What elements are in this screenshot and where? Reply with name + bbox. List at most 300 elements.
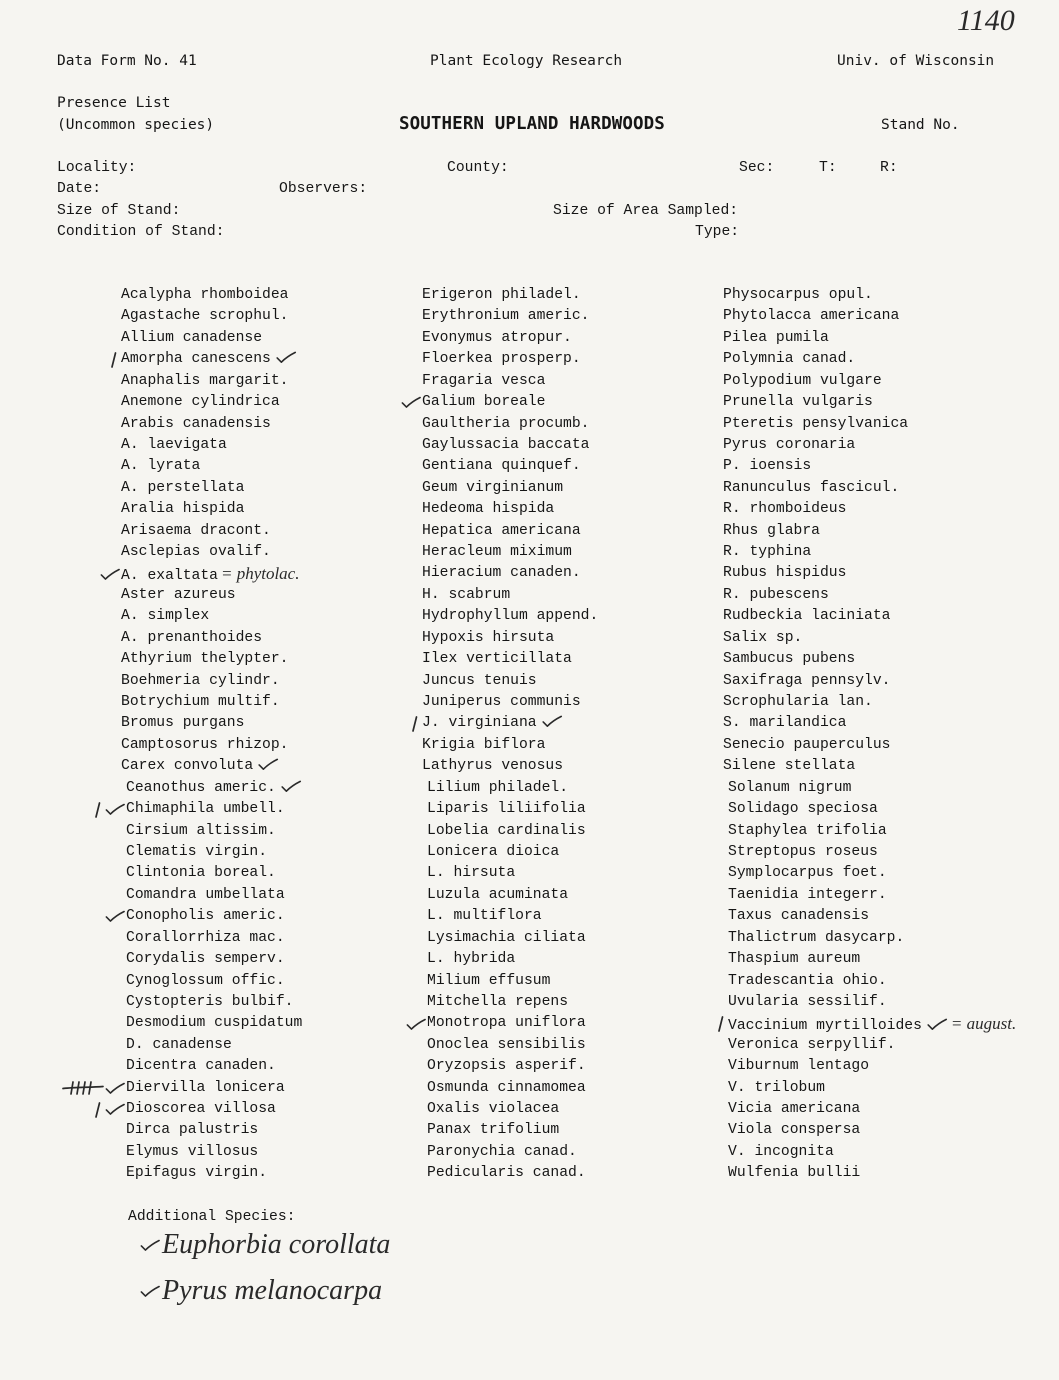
species-name: Taenidia integerr.: [728, 886, 887, 903]
species-name: Gaultheria procumb.: [422, 415, 590, 432]
species-name: Conopholis americ.: [126, 908, 285, 925]
handwritten-species-name: Euphorbia corollata: [162, 1229, 391, 1260]
species-row: [422, 713, 598, 734]
species-row: [422, 585, 598, 606]
species-row: [121, 414, 302, 435]
section-label: Sec:: [739, 160, 775, 176]
species-name: Prunella vulgaris: [723, 394, 873, 411]
species-name: D. canadense: [126, 1036, 232, 1053]
species-row: [723, 328, 1016, 349]
species-name: Elymus villosus: [126, 1143, 259, 1160]
species-row: [427, 971, 598, 992]
institution-name: Univ. of Wisconsin: [837, 53, 995, 69]
species-row: [728, 1035, 1016, 1056]
species-name: Vicia americana: [728, 1101, 861, 1118]
species-row: [427, 863, 598, 884]
species-name: Panax trifolium: [427, 1122, 560, 1139]
species-row: [728, 821, 1016, 842]
species-row: [728, 1099, 1016, 1120]
species-row: [723, 563, 1016, 584]
species-name: Juniperus communis: [422, 694, 581, 711]
pre-marks: [100, 563, 121, 584]
species-name: Agastache scrophul.: [121, 308, 289, 325]
species-name: Wulfenia bullii: [728, 1165, 861, 1182]
species-row: [422, 542, 598, 563]
species-row: [723, 606, 1016, 627]
species-row: [427, 885, 598, 906]
species-name: Phytolacca americana: [723, 308, 900, 325]
species-row: [427, 906, 598, 927]
species-row: [422, 456, 598, 477]
species-column-c: [723, 285, 1016, 1185]
species-row: [422, 414, 598, 435]
species-row: [126, 1013, 302, 1034]
species-name: Ranunculus fascicul.: [723, 479, 900, 496]
species-name: Epifagus virgin.: [126, 1165, 268, 1182]
handwritten-page-number: 1140: [957, 4, 1015, 37]
species-name: Juncus tenuis: [422, 672, 537, 689]
species-name: Camptosorus rhizop.: [121, 736, 289, 753]
species-row: [422, 521, 598, 542]
species-name: Milium effusum: [427, 972, 551, 989]
species-row: [126, 842, 302, 863]
species-name: Streptopus roseus: [728, 843, 878, 860]
species-row: [121, 735, 302, 756]
species-row: [723, 756, 1016, 777]
species-name: Saxifraga pennsylv.: [723, 672, 891, 689]
species-name: A. laevigata: [121, 436, 227, 453]
tally-mark-icon: [62, 1079, 104, 1097]
species-name: Rhus glabra: [723, 522, 820, 539]
check-mark-icon: [105, 803, 125, 816]
species-name: Salix sp.: [723, 629, 803, 646]
type-label: Type:: [695, 224, 740, 240]
species-name: Senecio pauperculus: [723, 736, 891, 753]
species-row: [728, 1120, 1016, 1141]
pre-marks: [716, 1013, 728, 1034]
check-mark-icon: [140, 1284, 160, 1299]
species-name: Amorpha canescens: [121, 351, 271, 368]
species-name: Arabis canadensis: [121, 415, 271, 432]
species-name: A. prenanthoides: [121, 629, 263, 646]
species-row: [728, 1078, 1016, 1099]
species-name: Hepatica americana: [422, 522, 581, 539]
species-name: Acalypha rhomboidea: [121, 287, 289, 303]
species-name: Solidago speciosa: [728, 801, 878, 818]
species-name: Arisaema dracont.: [121, 522, 271, 539]
species-name: Erythronium americ.: [422, 308, 590, 325]
pre-marks: [105, 906, 126, 927]
species-row: [427, 992, 598, 1013]
species-row: [121, 542, 302, 563]
species-row: [422, 649, 598, 670]
check-mark-icon: [105, 910, 125, 923]
species-row: [422, 628, 598, 649]
species-row: [126, 971, 302, 992]
species-row: [126, 1163, 302, 1184]
species-name: Pteretis pensylvanica: [723, 415, 909, 432]
species-name: Uvularia sessilif.: [728, 993, 887, 1010]
species-row: [723, 349, 1016, 370]
species-row: [427, 1142, 598, 1163]
species-name: A. perstellata: [121, 479, 245, 496]
pre-marks: [93, 799, 126, 820]
species-row: [422, 349, 598, 370]
species-row: [422, 392, 598, 413]
species-column-a: [121, 285, 302, 1185]
species-row: [121, 499, 302, 520]
additional-species-label: Additional Species:: [128, 1209, 296, 1225]
species-row: [728, 949, 1016, 970]
species-name: Polypodium vulgare: [723, 372, 882, 389]
species-name: Rudbeckia laciniata: [723, 608, 891, 625]
check-mark-icon: [275, 351, 297, 364]
species-row: [728, 778, 1016, 799]
species-name: R. pubescens: [723, 586, 829, 603]
species-row: [126, 1078, 302, 1099]
species-row: [121, 606, 302, 627]
species-row: [427, 1078, 598, 1099]
species-row: [121, 671, 302, 692]
species-name: A. exaltata: [121, 568, 218, 585]
species-row: [121, 713, 302, 734]
species-name: Clematis virgin.: [126, 843, 268, 860]
species-row: [728, 1013, 1016, 1034]
species-row: [121, 585, 302, 606]
species-row: [723, 542, 1016, 563]
species-name: Desmodium cuspidatum: [126, 1015, 303, 1032]
species-row: [422, 328, 598, 349]
species-row: [728, 863, 1016, 884]
species-name: A. lyrata: [121, 458, 201, 475]
species-name: H. scabrum: [422, 586, 511, 603]
species-name: Monotropa uniflora: [427, 1015, 586, 1032]
species-column-b: [422, 285, 598, 1185]
species-row: [121, 306, 302, 327]
species-name: Cynoglossum offic.: [126, 972, 285, 989]
species-name: Vaccinium myrtilloides: [728, 1018, 922, 1035]
species-row: [723, 671, 1016, 692]
species-name: Carex convoluta: [121, 758, 254, 775]
species-name: Aralia hispida: [121, 501, 245, 518]
species-name: L. multiflora: [427, 908, 542, 925]
species-row: [121, 563, 302, 584]
species-row: [728, 799, 1016, 820]
species-name: Aster azureus: [121, 586, 236, 603]
species-row: [126, 906, 302, 927]
species-row: [422, 306, 598, 327]
species-row: [723, 285, 1016, 306]
species-row: [427, 1013, 598, 1034]
species-name: Lathyrus venosus: [422, 758, 564, 775]
county-label: County:: [447, 160, 509, 176]
species-row: [126, 885, 302, 906]
species-row: [121, 349, 302, 370]
species-name: Cirsium altissim.: [126, 822, 276, 839]
species-row: [422, 371, 598, 392]
species-row: [121, 456, 302, 477]
species-name: Solanum nigrum: [728, 779, 852, 796]
species-row: [728, 928, 1016, 949]
species-name: Ceanothus americ.: [126, 779, 276, 796]
species-row: [427, 821, 598, 842]
species-name: R. rhomboideus: [723, 501, 847, 518]
species-name: J. virginiana: [422, 715, 537, 732]
species-name: Dicentra canaden.: [126, 1058, 276, 1075]
species-name: P. ioensis: [723, 458, 812, 475]
species-name: Geum virginianum: [422, 479, 564, 496]
species-name: Scrophularia lan.: [723, 694, 873, 711]
species-name: Hypoxis hirsuta: [422, 629, 555, 646]
pre-marks: [62, 1078, 126, 1099]
species-row: [723, 414, 1016, 435]
stand-number-label: Stand No.: [881, 117, 960, 133]
species-name: Comandra umbellata: [126, 886, 285, 903]
species-name: Paronychia canad.: [427, 1143, 577, 1160]
species-name: Dirca palustris: [126, 1122, 259, 1139]
species-name: Thalictrum dasycarp.: [728, 929, 905, 946]
tally-mark-icon: [716, 1015, 727, 1033]
species-name: Krigia biflora: [422, 736, 546, 753]
species-row: [723, 306, 1016, 327]
species-name: Lonicera dioica: [427, 843, 560, 860]
species-row: [427, 1099, 598, 1120]
check-mark-icon: [926, 1018, 948, 1031]
species-row: [121, 285, 302, 306]
species-row: [126, 799, 302, 820]
species-name: Cystopteris bulbif.: [126, 993, 294, 1010]
species-row: [728, 1056, 1016, 1077]
species-row: [427, 778, 598, 799]
additional-species-entry: [140, 1222, 390, 1268]
species-row: [723, 478, 1016, 499]
species-name: Corallorrhiza mac.: [126, 929, 285, 946]
species-row: [126, 949, 302, 970]
species-name: L. hirsuta: [427, 865, 516, 882]
species-name: Diervilla lonicera: [126, 1079, 285, 1096]
species-row: [728, 885, 1016, 906]
species-name: Veronica serpyllif.: [728, 1036, 896, 1053]
species-name: Staphylea trifolia: [728, 822, 887, 839]
species-row: [422, 606, 598, 627]
handwritten-note: = august.: [950, 1014, 1017, 1034]
species-row: [422, 563, 598, 584]
species-name: Clintonia boreal.: [126, 865, 276, 882]
list-subtitle: (Uncommon species): [57, 117, 215, 133]
species-row: [728, 1142, 1016, 1163]
tally-mark-icon: [109, 351, 120, 369]
species-row: [723, 735, 1016, 756]
species-row: [427, 1163, 598, 1184]
species-row: [121, 435, 302, 456]
species-row: [723, 392, 1016, 413]
species-name: Hydrophyllum append.: [422, 608, 599, 625]
species-name: Boehmeria cylindr.: [121, 672, 280, 689]
species-name: Viburnum lentago: [728, 1058, 870, 1075]
species-name: Oxalis violacea: [427, 1101, 560, 1118]
check-mark-icon: [541, 715, 563, 728]
species-row: [126, 821, 302, 842]
species-row: [121, 392, 302, 413]
species-row: [723, 456, 1016, 477]
locality-label: Locality:: [57, 160, 137, 176]
species-name: Gentiana quinquef.: [422, 458, 581, 475]
species-row: [121, 692, 302, 713]
species-row: [126, 928, 302, 949]
species-row: [121, 328, 302, 349]
species-row: [723, 649, 1016, 670]
species-name: Osmunda cinnamomea: [427, 1079, 586, 1096]
organization-name: Plant Ecology Research: [430, 53, 623, 69]
species-row: [723, 499, 1016, 520]
species-name: Liparis liliifolia: [427, 801, 586, 818]
check-mark-icon: [105, 1103, 125, 1116]
species-row: [422, 285, 598, 306]
additional-species-list: [140, 1222, 390, 1314]
species-row: [723, 692, 1016, 713]
observers-label: Observers:: [279, 181, 368, 197]
species-name: Dioscorea villosa: [126, 1101, 276, 1118]
check-mark-icon: [401, 396, 421, 409]
tally-mark-icon: [93, 801, 104, 819]
species-row: [126, 863, 302, 884]
species-name: Physocarpus opul.: [723, 287, 873, 303]
species-row: [121, 756, 302, 777]
species-name: Corydalis semperv.: [126, 951, 285, 968]
size-of-area-label: Size of Area Sampled:: [553, 203, 739, 219]
species-row: [427, 799, 598, 820]
species-name: Athyrium thelypter.: [121, 651, 289, 668]
species-name: Polymnia canad.: [723, 351, 856, 368]
species-row: [422, 671, 598, 692]
species-name: Silene stellata: [723, 758, 856, 775]
species-name: Floerkea prosperp.: [422, 351, 581, 368]
species-row: [121, 478, 302, 499]
species-name: V. trilobum: [728, 1079, 825, 1096]
check-mark-icon: [406, 1018, 426, 1031]
species-name: Gaylussacia baccata: [422, 436, 590, 453]
species-name: L. hybrida: [427, 951, 516, 968]
species-row: [427, 1120, 598, 1141]
species-name: V. incognita: [728, 1143, 834, 1160]
species-name: Onoclea sensibilis: [427, 1036, 586, 1053]
species-row: [728, 971, 1016, 992]
species-name: Hedeoma hispida: [422, 501, 555, 518]
pre-marks: [109, 349, 121, 370]
species-row: [121, 628, 302, 649]
check-mark-icon: [257, 758, 279, 771]
species-row: [422, 435, 598, 456]
species-name: Rubus hispidus: [723, 565, 847, 582]
species-row: [728, 1163, 1016, 1184]
species-name: Luzula acuminata: [427, 886, 569, 903]
list-title: Presence List: [57, 95, 171, 111]
species-name: Thaspium aureum: [728, 951, 861, 968]
species-name: Lysimachia ciliata: [427, 929, 586, 946]
pre-marks: [406, 1013, 427, 1034]
species-row: [422, 735, 598, 756]
species-name: Symplocarpus foet.: [728, 865, 887, 882]
species-row: [427, 928, 598, 949]
species-name: Viola conspersa: [728, 1122, 861, 1139]
species-name: Taxus canadensis: [728, 908, 870, 925]
species-row: [728, 906, 1016, 927]
check-mark-icon: [100, 568, 120, 581]
community-title: SOUTHERN UPLAND HARDWOODS: [399, 114, 665, 134]
species-name: Chimaphila umbell.: [126, 801, 285, 818]
species-row: [126, 1099, 302, 1120]
species-row: [422, 756, 598, 777]
species-row: [728, 842, 1016, 863]
species-row: [126, 1056, 302, 1077]
handwritten-species-name: Pyrus melanocarpa: [162, 1275, 383, 1306]
tally-mark-icon: [410, 715, 421, 733]
handwritten-note: = phytolac.: [220, 564, 300, 584]
species-name: Lilium philadel.: [427, 779, 569, 796]
check-mark-icon: [280, 780, 302, 793]
range-label: R:: [880, 160, 898, 176]
species-name: S. marilandica: [723, 715, 847, 732]
species-row: [723, 521, 1016, 542]
additional-species-entry: [140, 1268, 390, 1314]
species-name: Erigeron philadel.: [422, 287, 581, 303]
species-row: [427, 1035, 598, 1056]
species-name: Evonymus atropur.: [422, 329, 572, 346]
species-row: [126, 1142, 302, 1163]
pre-marks: [401, 392, 422, 413]
township-label: T:: [819, 160, 837, 176]
species-name: Galium boreale: [422, 394, 546, 411]
species-row: [121, 371, 302, 392]
species-row: [427, 949, 598, 970]
species-name: Heracleum miximum: [422, 544, 572, 561]
species-row: [422, 478, 598, 499]
species-name: Bromus purgans: [121, 715, 245, 732]
species-name: Tradescantia ohio.: [728, 972, 887, 989]
species-name: Ilex verticillata: [422, 651, 572, 668]
species-row: [728, 992, 1016, 1013]
species-row: [422, 692, 598, 713]
species-row: [723, 713, 1016, 734]
species-name: A. simplex: [121, 608, 210, 625]
species-name: Pedicularis canad.: [427, 1165, 586, 1182]
species-row: [723, 585, 1016, 606]
species-row: [723, 435, 1016, 456]
species-name: Anemone cylindrica: [121, 394, 280, 411]
species-name: R. typhina: [723, 544, 812, 561]
species-name: Asclepias ovalif.: [121, 544, 271, 561]
species-name: Pyrus coronaria: [723, 436, 856, 453]
date-label: Date:: [57, 181, 102, 197]
species-name: Oryzopsis asperif.: [427, 1058, 586, 1075]
pre-marks: [93, 1099, 126, 1120]
species-name: Botrychium multif.: [121, 694, 280, 711]
form-number: Data Form No. 41: [57, 53, 197, 69]
tally-mark-icon: [93, 1101, 104, 1119]
species-row: [121, 649, 302, 670]
condition-of-stand-label: Condition of Stand:: [57, 224, 225, 240]
pre-marks: [410, 713, 422, 734]
size-of-stand-label: Size of Stand:: [57, 203, 181, 219]
species-row: [427, 1056, 598, 1077]
species-name: Sambucus pubens: [723, 651, 856, 668]
species-row: [126, 1035, 302, 1056]
species-row: [422, 499, 598, 520]
species-name: Mitchella repens: [427, 993, 569, 1010]
species-row: [126, 1120, 302, 1141]
species-name: Anaphalis margarit.: [121, 372, 289, 389]
check-mark-icon: [140, 1238, 160, 1253]
